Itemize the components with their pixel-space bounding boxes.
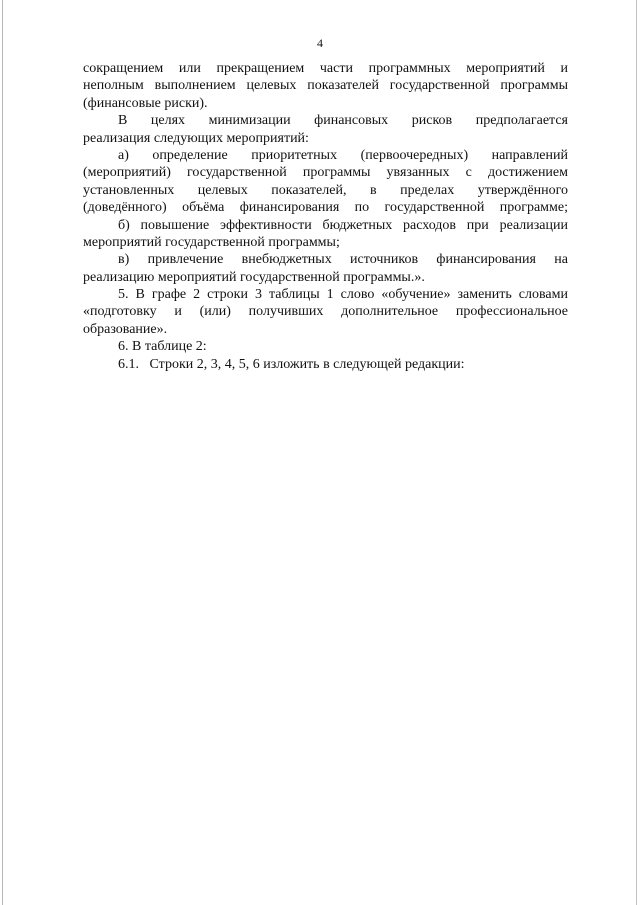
text-line: В целях минимизации финансовых рисков предполагается [118, 113, 568, 129]
text-line: 6. В таблице 2: [118, 339, 207, 355]
scan-edge-right [636, 0, 637, 905]
text-line: мероприятий государственной программы; [83, 234, 340, 250]
text-line: (доведённого) объёма финансирования по государственной программе; [83, 200, 568, 216]
text-line: б) повышение эффективности бюджетных расходов при реализации [118, 217, 568, 233]
text-line: в) привлечение внебюджетных источников финансирования на [118, 252, 568, 268]
text-line: сокращением или прекращением части программных мероприятий и [83, 61, 568, 76]
text-line: (мероприятий) государственной программы увязанных с достижением [83, 165, 568, 181]
text-line: реализацию мероприятий государственной программы.». [83, 269, 425, 285]
text-line: «подготовку и (или) получивших дополнительное профессиональное [83, 304, 568, 320]
body-text [83, 60, 568, 373]
text-line: образование». [83, 321, 168, 337]
text-line: 5. В графе 2 строки 3 таблицы 1 слово «обучение» заменить словами [118, 287, 568, 303]
text-line: а) определение приоритетных (первоочередных) направлений [118, 147, 568, 163]
page-number: 4 [317, 36, 323, 50]
scan-edge-left [2, 0, 3, 905]
text-line: неполным выполнением целевых показателей государственной программы [83, 78, 568, 94]
text-line: установленных целевых показателей, в пределах утверждённого [83, 182, 568, 198]
text-line: реализация следующих мероприятий: [83, 130, 309, 146]
text-line: (финансовые риски). [83, 95, 208, 111]
text-line: 6.1. Строки 2, 3, 4, 5, 6 изложить в следующей редакции: [118, 356, 465, 372]
